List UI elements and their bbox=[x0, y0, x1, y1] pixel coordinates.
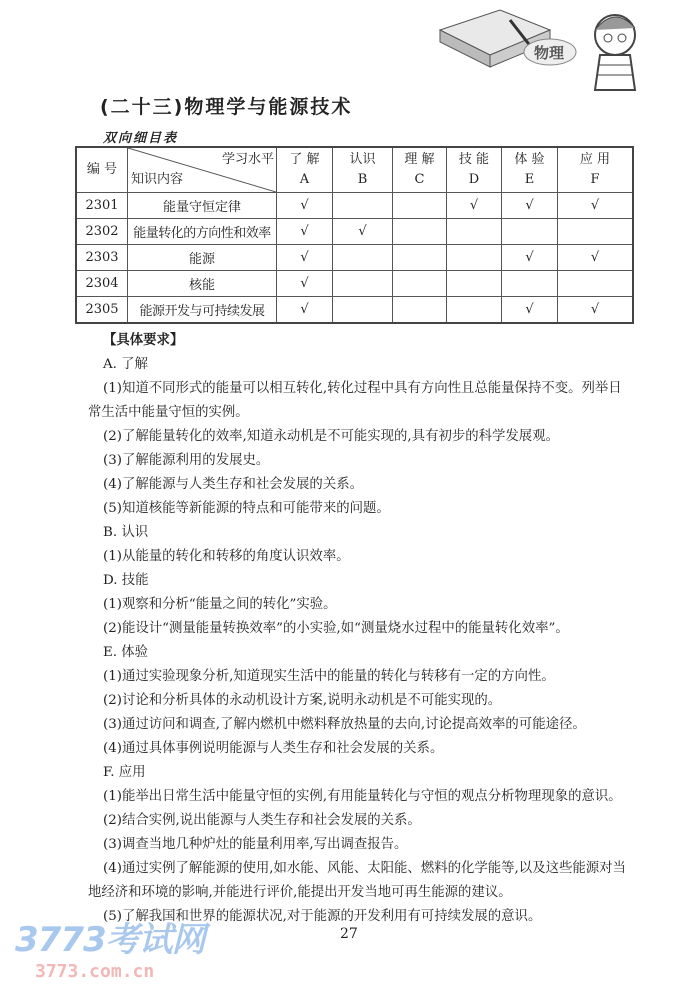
check-mark: √ bbox=[300, 250, 309, 265]
check-mark: √ bbox=[469, 198, 479, 213]
level-code: E bbox=[524, 172, 535, 187]
level-cell bbox=[277, 271, 333, 297]
check-mark: √ bbox=[590, 302, 600, 317]
requirement-item: (2)结合实例,说出能源与人类生存和社会发展的关系。 bbox=[103, 813, 421, 828]
check-mark: √ bbox=[525, 250, 534, 265]
row-topic: 能源开发与可持续发展 bbox=[128, 297, 277, 324]
check-mark: √ bbox=[525, 302, 534, 317]
check-mark: √ bbox=[300, 224, 309, 239]
level-cell bbox=[558, 271, 634, 297]
check-mark: √ bbox=[358, 224, 367, 239]
level-code: D bbox=[468, 172, 480, 187]
requirement-item-cont: 常生活中能量守恒的实例。 bbox=[88, 405, 249, 420]
level-cell bbox=[393, 271, 447, 297]
section-title: (二十三)物理学与能源技术 bbox=[100, 96, 353, 118]
level-header-d bbox=[447, 147, 502, 193]
level-cell bbox=[333, 193, 393, 219]
table-row bbox=[76, 193, 633, 219]
level-code: B bbox=[357, 172, 368, 187]
level-cell bbox=[558, 193, 634, 219]
page-number: 27 bbox=[340, 926, 358, 942]
check-mark: √ bbox=[300, 276, 309, 291]
level-heading-e: E. 体验 bbox=[103, 645, 149, 660]
level-cell bbox=[558, 245, 634, 271]
requirement-item: (1)从能量的转化和转移的角度认识效率。 bbox=[103, 549, 350, 564]
level-cell bbox=[277, 245, 333, 271]
level-header-f bbox=[558, 147, 634, 193]
row-topic: 能量转化的方向性和效率 bbox=[128, 219, 277, 245]
requirement-item-cont: 地经济和环境的影响,并能进行评价,能提出开发当地可再生能源的建议。 bbox=[88, 885, 512, 900]
level-cell bbox=[558, 219, 634, 245]
requirement-item: (1)观察和分析“能量之间的转化”实验。 bbox=[103, 597, 337, 612]
requirement-item: (2)了解能量转化的效率,知道永动机是不可能实现的,具有初步的科学发展观。 bbox=[103, 429, 559, 444]
level-cell bbox=[393, 219, 447, 245]
watermark-logo bbox=[15, 912, 205, 982]
level-cell bbox=[447, 297, 502, 324]
requirements-heading: 【具体要求】 bbox=[103, 332, 184, 348]
level-cell bbox=[333, 271, 393, 297]
requirement-item: (4)通过实例了解能源的使用,如水能、风能、太阳能、燃料的化学能等,以及这些能源对当 bbox=[103, 861, 626, 876]
check-mark: √ bbox=[300, 302, 309, 317]
level-cell bbox=[447, 245, 502, 271]
level-cell bbox=[558, 297, 634, 324]
watermark-name: 3773考试网 bbox=[15, 920, 205, 960]
requirement-item: (5)了解我国和世界的能源状况,对于能源的开发利用有可持续发展的意识。 bbox=[103, 909, 542, 924]
level-cell bbox=[277, 297, 333, 324]
physics-header-illustration bbox=[430, 0, 700, 95]
level-header-e bbox=[502, 147, 558, 193]
table-row bbox=[76, 219, 633, 245]
level-cell bbox=[393, 193, 447, 219]
level-header-c bbox=[393, 147, 447, 193]
requirement-item: (1)知道不同形式的能量可以相互转化,转化过程中具有方向性且总能量保持不变。列举日 bbox=[103, 381, 622, 396]
level-code: C bbox=[414, 172, 425, 187]
requirement-item: (4)了解能源与人类生存和社会发展的关系。 bbox=[103, 477, 363, 492]
two-way-specification-table bbox=[75, 146, 634, 324]
row-id: 2301 bbox=[76, 193, 128, 219]
requirement-item: (3)了解能源利用的发展史。 bbox=[103, 453, 270, 468]
level-cell bbox=[447, 271, 502, 297]
row-topic: 能源 bbox=[128, 245, 277, 271]
check-mark: √ bbox=[590, 250, 600, 265]
level-code: A bbox=[299, 172, 310, 187]
level-cell bbox=[447, 193, 502, 219]
check-mark: √ bbox=[300, 198, 309, 213]
level-cell bbox=[333, 245, 393, 271]
check-mark: √ bbox=[525, 198, 534, 213]
level-cell bbox=[393, 297, 447, 324]
level-header-b bbox=[333, 147, 393, 193]
requirement-item: (1)能举出日常生活中能量守恒的实例,有用能量转化与守恒的观点分析物理现象的意识。 bbox=[103, 789, 622, 804]
level-name: 认识 bbox=[349, 152, 376, 167]
table-header-row bbox=[76, 147, 633, 193]
level-heading-d: D. 技能 bbox=[103, 573, 149, 588]
table-row bbox=[76, 245, 633, 271]
row-id: 2304 bbox=[76, 271, 128, 297]
table-row bbox=[76, 271, 633, 297]
level-cell bbox=[277, 193, 333, 219]
level-heading-a: A. 了解 bbox=[103, 357, 148, 372]
level-cell bbox=[277, 219, 333, 245]
level-cell bbox=[502, 219, 558, 245]
table-row bbox=[76, 297, 633, 324]
requirement-item: (1)通过实验现象分析,知道现实生活中的能量的转化与转移有一定的方向性。 bbox=[103, 669, 555, 684]
level-cell bbox=[333, 219, 393, 245]
requirement-item: (2)能设计“测量能量转换效率”的小实验,如“测量烧水过程中的能量转化效率”。 bbox=[103, 621, 569, 636]
level-name: 理 解 bbox=[404, 152, 435, 167]
level-cell bbox=[447, 219, 502, 245]
level-cell bbox=[502, 245, 558, 271]
level-header-a bbox=[277, 147, 333, 193]
subject-badge-text: 物理 bbox=[534, 44, 565, 62]
level-cell bbox=[502, 271, 558, 297]
diag-bottom-label: 知识内容 bbox=[131, 172, 184, 187]
level-name: 了 解 bbox=[289, 152, 320, 167]
requirement-item: (3)调查当地几种炉灶的能量利用率,写出调查报告。 bbox=[103, 837, 408, 852]
level-cell bbox=[393, 245, 447, 271]
diagonal-header-cell bbox=[128, 147, 277, 193]
level-cell bbox=[502, 297, 558, 324]
level-name: 技 能 bbox=[458, 152, 490, 167]
row-topic: 能量守恒定律 bbox=[128, 193, 277, 219]
col-id-header: 编 号 bbox=[76, 147, 128, 193]
requirement-item: (2)讨论和分析具体的永动机设计方案,说明永动机是不可能实现的。 bbox=[103, 693, 502, 708]
level-cell bbox=[333, 297, 393, 324]
level-cell bbox=[502, 193, 558, 219]
watermark-url: 3773.com.cn bbox=[35, 961, 155, 982]
level-code: F bbox=[590, 172, 600, 187]
row-id: 2305 bbox=[76, 297, 128, 324]
table-caption: 双向细目表 bbox=[103, 131, 179, 146]
diag-top-label: 学习水平 bbox=[221, 152, 274, 167]
row-id: 2303 bbox=[76, 245, 128, 271]
row-topic: 核能 bbox=[128, 271, 277, 297]
level-heading-b: B. 认识 bbox=[103, 525, 149, 540]
requirement-item: (3)通过访问和调查,了解内燃机中燃料释放热量的去向,讨论提高效率的可能途径。 bbox=[103, 717, 586, 732]
level-name: 体 验 bbox=[514, 152, 545, 167]
level-name: 应 用 bbox=[579, 152, 611, 167]
requirement-item: (5)知道核能等新能源的特点和可能带来的问题。 bbox=[103, 501, 390, 516]
requirement-item: (4)通过具体事例说明能源与人类生存和社会发展的关系。 bbox=[103, 741, 444, 756]
level-heading-f: F. 应用 bbox=[103, 765, 146, 780]
check-mark: √ bbox=[590, 198, 600, 213]
row-id: 2302 bbox=[76, 219, 128, 245]
